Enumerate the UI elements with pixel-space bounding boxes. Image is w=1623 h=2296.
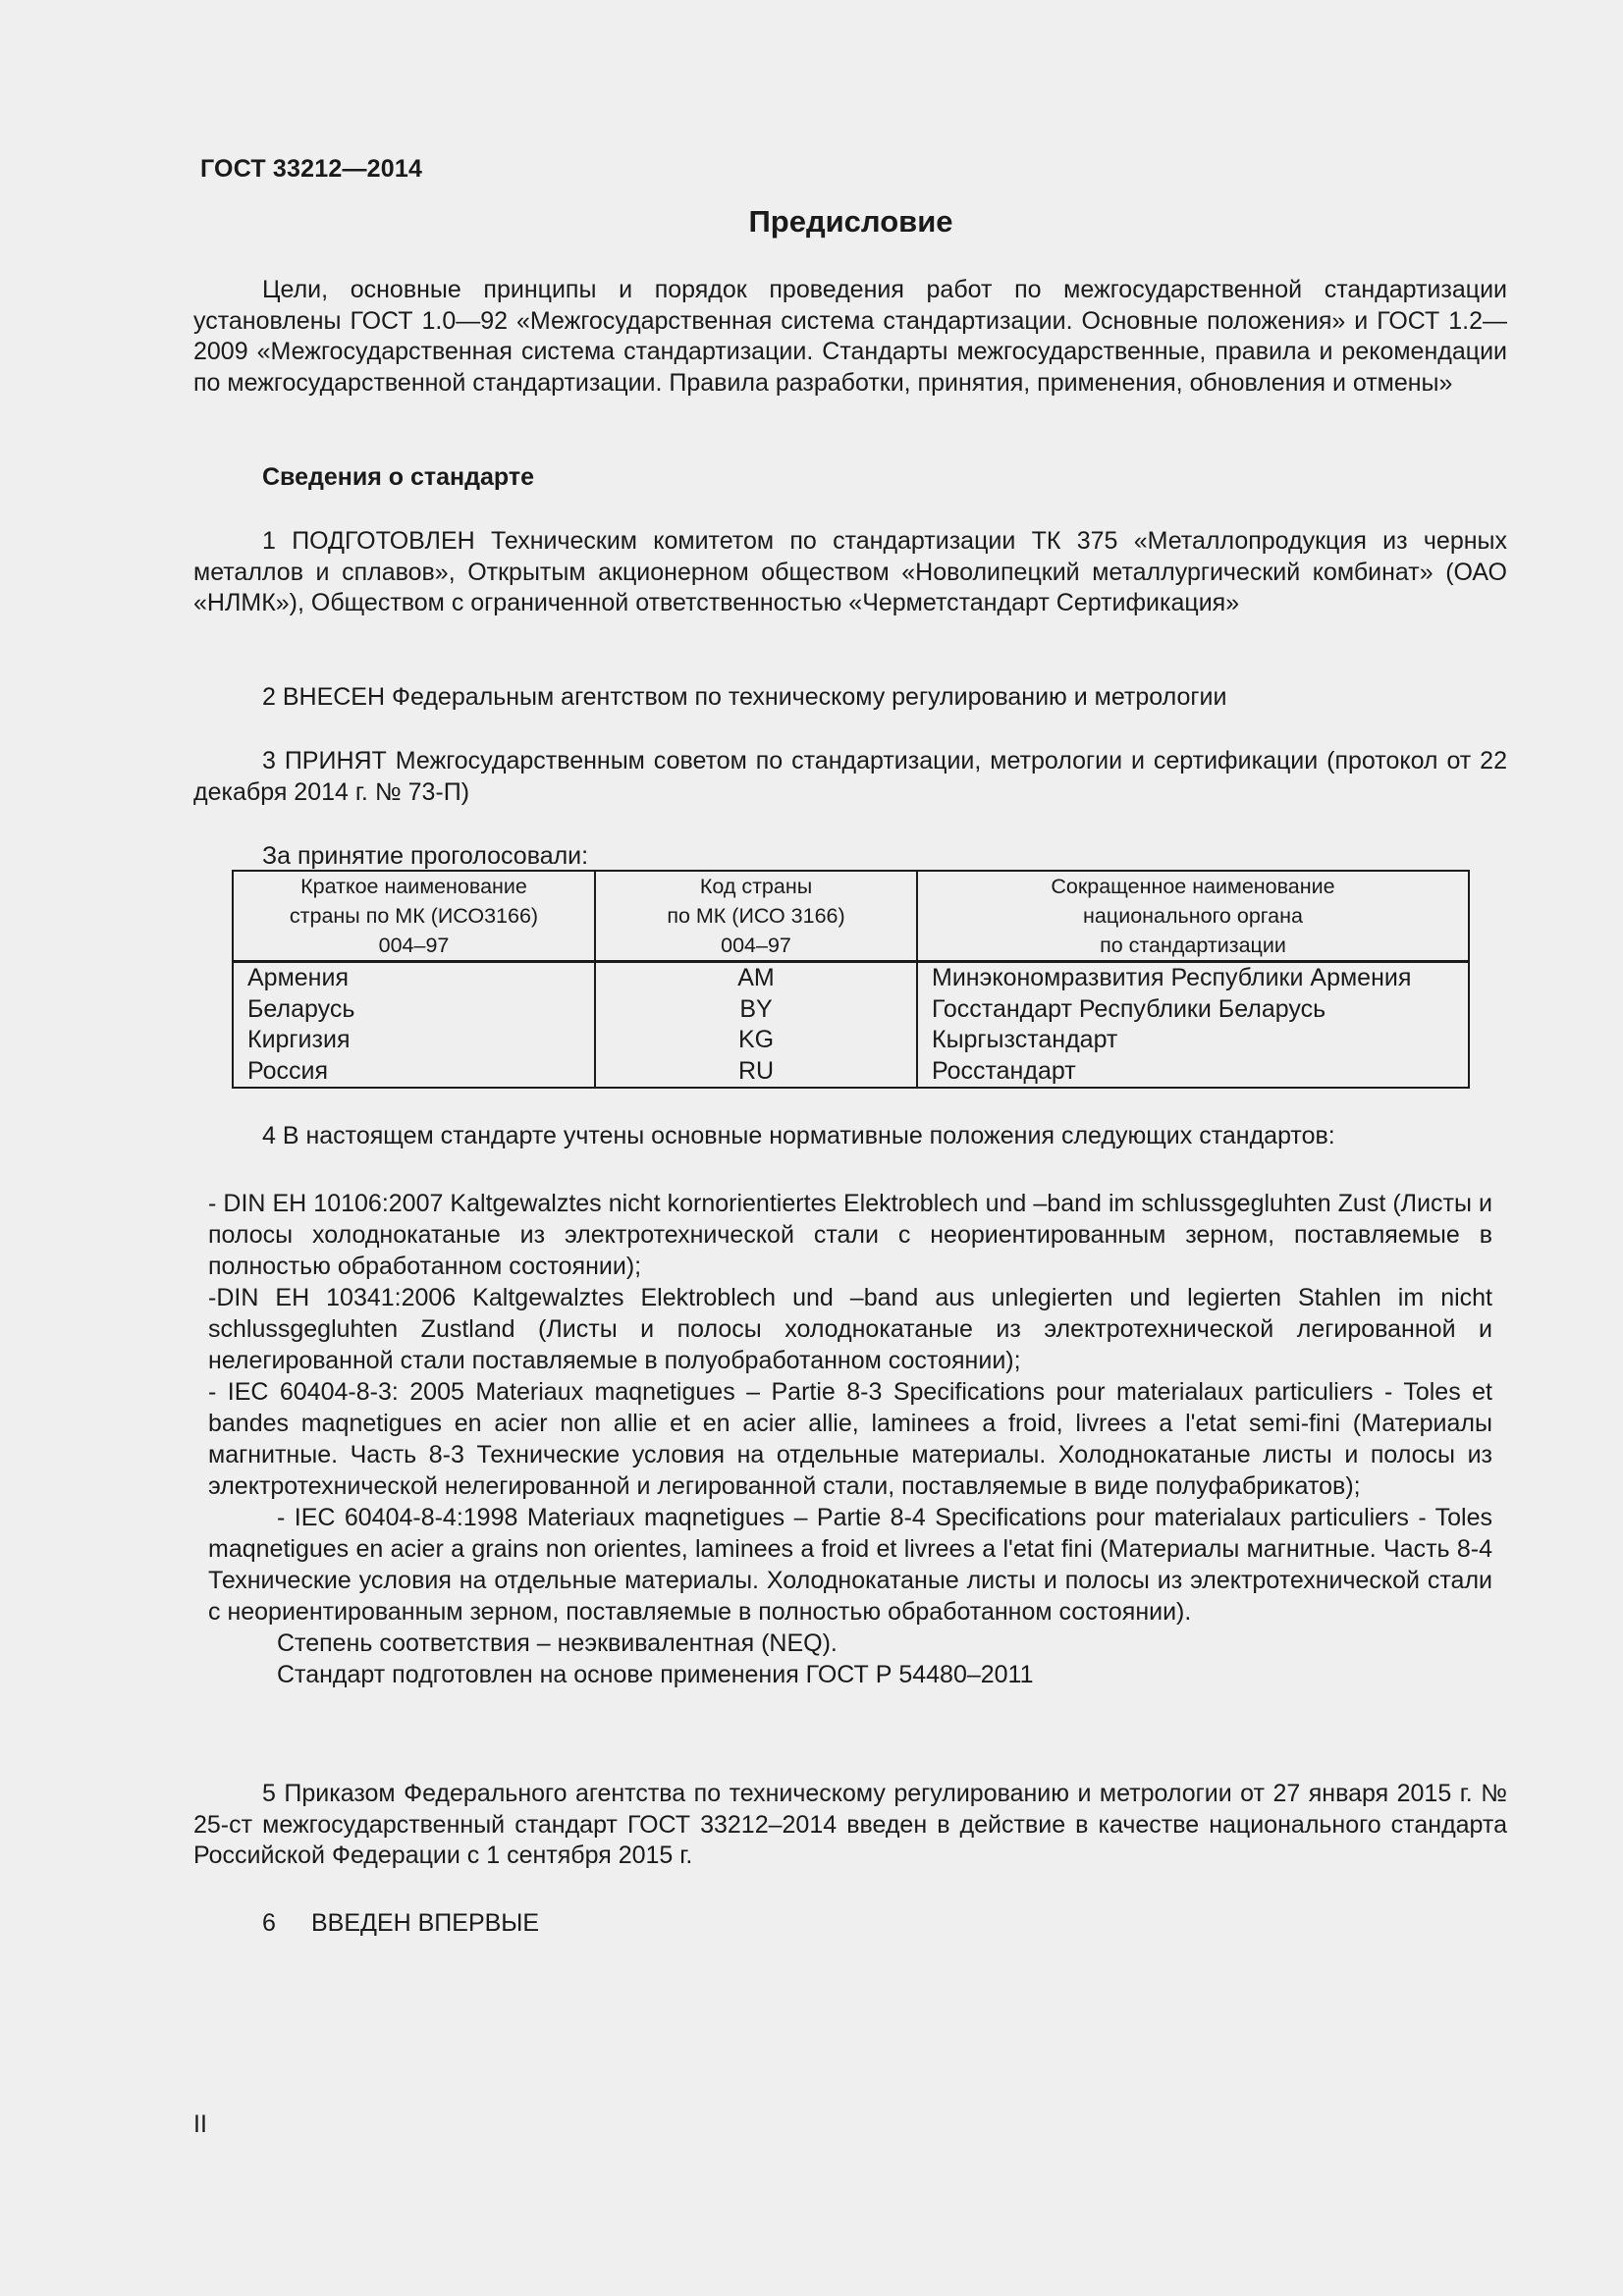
item-1 [193, 526, 1507, 619]
table-row [233, 1025, 1469, 1056]
country-cell: Россия [233, 1056, 595, 1089]
body-cell: Минэкономразвития Республики Армения [917, 962, 1469, 994]
item-2-text: 2 ВНЕСЕН Федеральным агентством по техническому регулированию и метрологии [262, 683, 1227, 711]
table-row [233, 1056, 1469, 1089]
item-4: 4 В настоящем стандарте учтены основные нормативные положения следующих стандартов: [262, 1122, 1335, 1149]
item-2 [193, 682, 1507, 714]
country-cell: Армения [233, 962, 595, 994]
table-row [233, 962, 1469, 994]
header-country-code: Код страны по МК (ИСО 3166) 004–97 [595, 871, 917, 962]
vote-caption: За принятие проголосовали: [262, 842, 589, 870]
basis-statement: Стандарт подготовлен на основе применения ГОСТ Р 54480–2011 [277, 1661, 1034, 1688]
item-3-text: 3 ПРИНЯТ Межгосударственным советом по стандартизации, метрологии и сертификации (протокол от 22 декабря 2014 г. № 73-П) [193, 747, 1507, 806]
body-cell: Росстандарт [917, 1056, 1469, 1089]
code-cell: RU [595, 1056, 917, 1089]
voting-table [232, 870, 1470, 1089]
standard-din-10341: -DIN EH 10341:2006 Kaltgewalztes Elektroblech und –band aus unlegierten und legierten Stahlen im nicht schlussgegluhten Zustland (Листы и полосы холоднокатаные из электротехнической легированной и нелегированной стали поставляемые в полуобработанном состоянии); [208, 1284, 1492, 1374]
standard-din-10106: - DIN EH 10106:2007 Kaltgewalztes nicht kornorientiertes Elektroblech und –band im schlussgegluhten Zust (Листы и полосы холоднокатаные из электротехнической стали с неориентированным зерном, поставляемые в полностью обработанном состоянии); [208, 1190, 1492, 1280]
gost-code: ГОСТ 33212—2014 [200, 155, 423, 183]
item-6-text: ВВЕДЕН ВПЕРВЫЕ [311, 1909, 540, 1937]
intro-paragraph [193, 275, 1507, 399]
item-6-number: 6 [262, 1909, 276, 1937]
body-cell: Госстандарт Республики Беларусь [917, 994, 1469, 1026]
table-row [233, 994, 1469, 1026]
country-cell: Беларусь [233, 994, 595, 1026]
country-cell: Киргизия [233, 1025, 595, 1056]
item-3 [193, 746, 1507, 808]
standard-iec-8-3: - IEC 60404-8-3: 2005 Materiaux maqnetigues – Partie 8-3 Specifications pour materialaux particuliers - Toles et bandes maqnetigues en acier non allie et en acier allie, laminees a froid, livrees a l'etat semi-fini (Материалы магнитные. Часть 8-3 Технические условия на отдельные материалы. Холоднокатаные листы и полосы из электротехнической нелегированной и легированной стали, поставляемые в виде полуфабрикатов); [208, 1378, 1492, 1500]
page-title: Предисловие [748, 204, 953, 239]
item-1-text: 1 ПОДГОТОВЛЕН Техническим комитетом по стандартизации ТК 375 «Металлопродукция из черных металлов и сплавов», Открытым акционерном обществом «Новолипецкий металлургический комбинат» (ОАО «НЛМК»), Обществом с ограниченной ответственностью «Черметстандарт Сертификация» [193, 527, 1507, 616]
item-6 [262, 1909, 539, 1938]
item-5-text: 5 Приказом Федерального агентства по техническому регулированию и метрологии от 27 января 2015 г. № 25-ст межгосударственный стандарт ГОСТ 33212–2014 введен в действие в качестве национального стандарта Российской Федерации с 1 сентября 2015 г. [193, 1780, 1507, 1869]
body-cell: Кыргызстандарт [917, 1025, 1469, 1056]
section-title: Сведения о стандарте [262, 463, 535, 491]
code-cell: KG [595, 1025, 917, 1056]
standard-iec-8-4: - IEC 60404-8-4:1998 Materiaux maqnetigues – Partie 8-4 Specifications pour materialaux particuliers - Toles maqnetigues en acier a grains non orientes, laminees a froid et livrees a l'etat fini (Материалы магнитные. Часть 8-4 Технические условия на отдельные материалы. Холоднокатаные листы и полосы из электротехнической стали с неориентированным зерном, поставляемые в полностью обработанном состоянии). [208, 1504, 1492, 1626]
table-header-row [233, 871, 1469, 962]
degree-of-correspondence: Степень соответствия – неэквивалентная (NEQ). [277, 1629, 838, 1657]
header-country-name: Краткое наименование страны по МК (ИСО3166) 004–97 [233, 871, 595, 962]
intro-text: Цели, основные принципы и порядок проведения работ по межгосударственной стандартизации установлены ГОСТ 1.0—92 «Межгосударственная система стандартизации. Основные положения» и ГОСТ 1.2—2009 «Межгосударственная система стандартизации. Стандарты межгосударственные, правила и рекомендации по межгосударственной стандартизации. Правила разработки, принятия, применения, обновления и отмены» [193, 276, 1507, 397]
page-number: II [193, 2110, 207, 2138]
code-cell: AM [595, 962, 917, 994]
item-5 [193, 1779, 1507, 1872]
standards-list [208, 1188, 1492, 1690]
header-body-name: Сокращенное наименование национального органа по стандартизации [917, 871, 1469, 962]
code-cell: BY [595, 994, 917, 1026]
